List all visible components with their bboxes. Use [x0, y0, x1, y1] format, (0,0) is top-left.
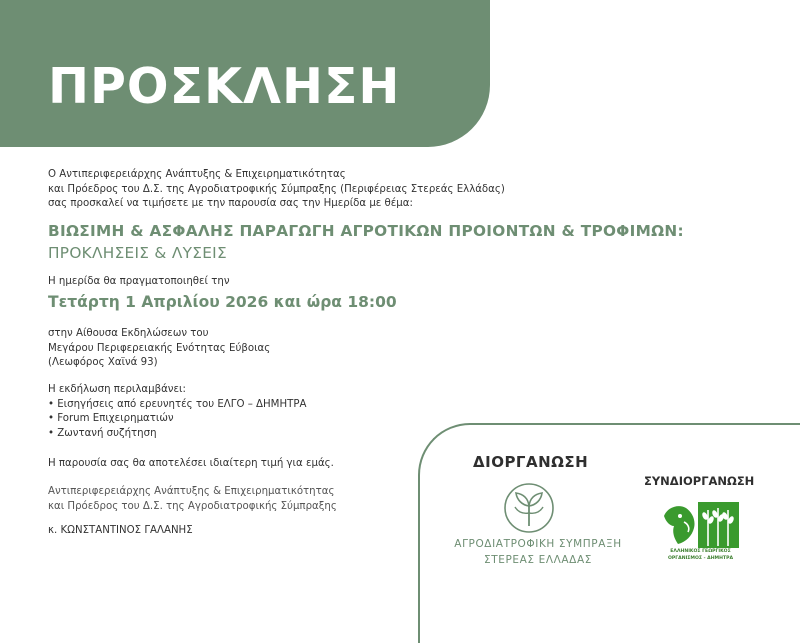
- coorganizer-caption: ΕΛΛΗΝΙΚΟΣ ΓΕΩΡΓΙΚΟΣ: [670, 549, 731, 554]
- intro-line: και Πρόεδρος του Δ.Σ. της Αγροδιατροφικής Σύμπραξης (Περιφέρειας Στερεάς Ελλάδας): [48, 183, 505, 195]
- page-title: ΠΡΟΣΚΛΗΣΗ: [48, 58, 401, 115]
- venue-line: στην Αίθουσα Εκδηλώσεων του: [48, 328, 209, 339]
- theme-subtitle: ΠΡΟΚΛΗΣΕΙΣ & ΛΥΣΕΙΣ: [48, 244, 227, 262]
- venue-line: Μεγάρου Περιφερειακής Ενότητας Εύβοιας: [48, 342, 271, 354]
- coorganizer-caption: ΟΡΓΑΝΙΣΜΟΣ - ΔΗΜΗΤΡΑ: [667, 556, 734, 561]
- presence-note: Η παρουσία σας θα αποτελέσει ιδιαίτερη τιμή για εμάς.: [48, 458, 334, 469]
- intro-line: Ο Αντιπεριφερειάρχης Ανάπτυξης & Επιχειρηματικότητας: [48, 169, 346, 180]
- sprout-icon: [500, 482, 558, 534]
- program-heading: Η εκδήλωση περιλαμβάνει:: [48, 384, 186, 395]
- signer-title-line: και Πρόεδρος του Δ.Σ. της Αγροδιατροφικής Σύμπραξης: [48, 500, 337, 512]
- elgo-demeter-logo: [662, 502, 739, 548]
- intro-line: σας προσκαλεί να τιμήσετε με την παρουσία σας την Ημερίδα με θέμα:: [48, 198, 413, 210]
- organizer-heading: ΔΙΟΡΓΑΝΩΣΗ: [473, 453, 589, 471]
- program-section: [48, 383, 306, 441]
- venue-line: (Λεωφόρος Χαϊνά 93): [48, 357, 158, 369]
- signer-title-line: Αντιπεριφερειάρχης Ανάπτυξης & Επιχειρηματικότητας: [48, 486, 335, 497]
- program-item: • Ζωντανή συζήτηση: [48, 427, 157, 439]
- event-held-label: Η ημερίδα θα πραγματοποιηθεί την: [48, 276, 230, 287]
- organizer-name: ΑΓΡΟΔΙΑΤΡΟΦΙΚΗ ΣΥΜΠΡΑΞΗ: [454, 538, 622, 550]
- event-date: Τετάρτη 1 Απριλίου 2026 και ώρα 18:00: [48, 293, 397, 311]
- header-banner: [0, 0, 490, 147]
- organizer-name-region: ΣΤΕΡΕΑΣ ΕΛΛΑΔΑΣ: [484, 554, 592, 566]
- theme-title: ΒΙΩΣΙΜΗ & ΑΣΦΑΛΗΣ ΠΑΡΑΓΩΓΗ ΑΓΡΟΤΙΚΩΝ ΠΡΟΙΟΝΤΩΝ & ΤΡΟΦΙΜΩΝ:: [48, 222, 684, 240]
- event-venue: [48, 327, 270, 371]
- intro-text: [48, 168, 505, 212]
- signer-name: κ. ΚΩΝΣΤΑΝΤΙΝΟΣ ΓΑΛΑΝΗΣ: [48, 525, 193, 536]
- signer-title: [48, 485, 337, 514]
- program-item: • Εισηγήσεις από ερευνητές του ΕΛΓΟ – ΔΗΜΗΤΡΑ: [48, 398, 307, 410]
- coorganizer-heading: ΣΥΝΔΙΟΡΓΑΝΩΣΗ: [644, 474, 755, 488]
- program-item: • Forum Επιχειρηματιών: [48, 413, 174, 425]
